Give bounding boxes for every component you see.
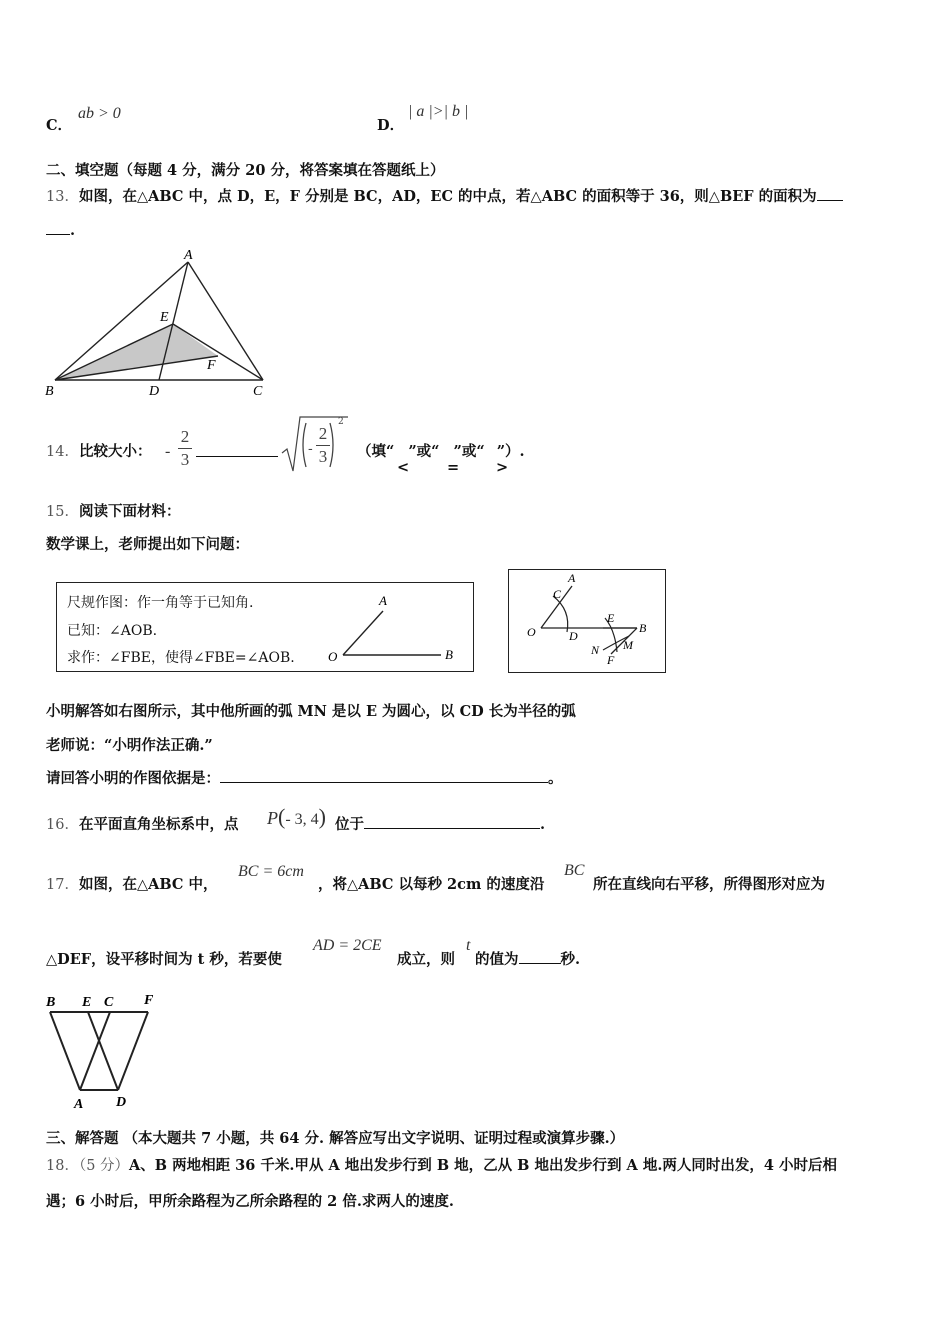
q14-sqrt-fraction bbox=[316, 425, 330, 466]
q13-line bbox=[46, 188, 843, 206]
option-d-expression: | a |>| b | bbox=[408, 103, 469, 120]
q15-text: 阅读下面材料： bbox=[78, 503, 181, 520]
q17-line-1-start bbox=[46, 876, 217, 894]
q13-label-d: D bbox=[149, 384, 160, 399]
q14-sqrt-numerator: 2 bbox=[318, 424, 328, 443]
q14-hint-or-1: ”或“ bbox=[408, 443, 440, 460]
q13-label-f: F bbox=[207, 358, 216, 373]
q14-symbol-greater: > bbox=[496, 459, 509, 476]
q14-sqrt-fraction-bar bbox=[316, 445, 330, 446]
q13-shaded-triangle-bef bbox=[55, 324, 218, 380]
q15-fig-label-b: B bbox=[639, 621, 647, 635]
q16-after-text: 位于 bbox=[335, 816, 364, 833]
q14-symbol-less: < bbox=[397, 459, 410, 476]
q15-answer-blank bbox=[220, 782, 548, 783]
q13-line2 bbox=[46, 222, 75, 239]
q17-text-3: 所在直线向右平移，所得图形对应为 bbox=[593, 876, 825, 893]
section-3-title: 三、解答题 （本大题共 7 小题，共 64 分. 解答应写出文字说明、证明过程或演算步骤.） bbox=[46, 1130, 625, 1147]
q17-translation-figure bbox=[44, 990, 174, 1110]
section-2-title: 二、填空题（每题 4 分，满分 20 分，将答案填在答题纸上） bbox=[46, 162, 445, 179]
q17-text-2: ，将△ABC 以每秒 2cm 的速度沿 bbox=[318, 876, 545, 893]
q14-hint-pre: （填“ bbox=[357, 443, 395, 460]
q15-box-label-a: A bbox=[379, 593, 387, 608]
q13-end: . bbox=[70, 222, 76, 239]
q17-side-ac bbox=[80, 1012, 110, 1090]
q18-score: （5 分） bbox=[78, 1158, 130, 1174]
q13-label-c: C bbox=[253, 384, 263, 399]
q17-text-6: 的值为 bbox=[475, 951, 519, 968]
q15-line-c-end: 。 bbox=[548, 770, 563, 787]
q17-label-b: B bbox=[46, 995, 56, 1010]
q14-line bbox=[46, 443, 151, 461]
q18-number: 18． bbox=[46, 1158, 79, 1174]
q13-number: 13． bbox=[46, 189, 79, 205]
q15-fig-label-c: C bbox=[553, 587, 562, 601]
q16-point bbox=[267, 804, 326, 830]
q14-left-paren bbox=[303, 423, 306, 467]
q17-number: 17． bbox=[46, 877, 79, 893]
q17-text-6-line bbox=[475, 951, 580, 968]
q13-label-e: E bbox=[160, 310, 169, 325]
q13-label-a: A bbox=[184, 248, 193, 263]
q14-number: 14． bbox=[46, 444, 79, 460]
q14-right-paren bbox=[330, 423, 333, 467]
q13-triangle-figure bbox=[40, 250, 280, 400]
q15-intro: 数学课上，老师提出如下问题： bbox=[46, 536, 249, 553]
q15-construction-figure bbox=[509, 570, 665, 672]
q15-problem-box bbox=[56, 582, 474, 672]
q15-number: 15． bbox=[46, 504, 79, 520]
q14-fraction-denominator: 3 bbox=[180, 450, 190, 469]
q16-line bbox=[46, 816, 238, 834]
q14-fraction-numerator: 2 bbox=[180, 427, 190, 446]
q14-fraction bbox=[178, 428, 192, 469]
q16-after bbox=[335, 816, 545, 833]
q17-text-4: △DEF，设平移时间为 t 秒，若要使 bbox=[46, 951, 282, 968]
q15-line-b: 老师说：“小明作法正确.” bbox=[46, 737, 213, 754]
q15-box-line-1: 尺规作图：作一角等于已知角. bbox=[67, 595, 254, 611]
q16-coordinates: - 3, 4 bbox=[285, 811, 319, 828]
q17-label-a: A bbox=[74, 1097, 84, 1112]
q15-fig-label-m: M bbox=[623, 638, 633, 652]
q16-answer-blank bbox=[364, 828, 540, 829]
q14-hint bbox=[357, 443, 525, 460]
q17-text-5: 成立，则 bbox=[397, 951, 455, 968]
q16-number: 16． bbox=[46, 817, 79, 833]
q17-expression-t: t bbox=[466, 937, 471, 954]
q14-text: 比较大小： bbox=[78, 443, 152, 460]
q17-label-d: D bbox=[116, 1095, 127, 1110]
q15-line bbox=[46, 503, 180, 521]
q17-label-f: F bbox=[144, 993, 154, 1008]
q17-label-c: C bbox=[104, 995, 114, 1010]
option-c-label: C． bbox=[46, 117, 73, 134]
q17-expression-bc-2: BC bbox=[564, 862, 585, 879]
q14-sqrt-minus: - bbox=[308, 441, 313, 457]
q15-box-label-b: B bbox=[445, 647, 453, 662]
q16-text: 在平面直角坐标系中，点 bbox=[78, 816, 239, 833]
q15-line-c bbox=[46, 770, 563, 787]
q15-solution-box bbox=[508, 569, 666, 673]
q16-end: . bbox=[540, 816, 546, 833]
q15-line-a: 小明解答如右图所示，其中他所画的弧 MN 是以 E 为圆心，以 CD 长为半径的弧 bbox=[46, 703, 576, 720]
q15-fig-label-d: D bbox=[569, 629, 578, 643]
q14-exponent: 2 bbox=[338, 417, 344, 427]
q15-ray-oa bbox=[343, 611, 383, 655]
q14-minus: - bbox=[165, 443, 171, 460]
q16-right-paren: ) bbox=[318, 804, 326, 829]
q14-symbol-equal: = bbox=[447, 459, 460, 476]
q15-fig-label-f: F bbox=[607, 653, 615, 667]
q16-point-name: P bbox=[267, 808, 278, 828]
q17-answer-blank bbox=[519, 963, 561, 964]
q13-label-b: B bbox=[45, 384, 54, 399]
q17-text-1: 如图，在△ABC 中， bbox=[78, 876, 218, 893]
q16-left-paren: ( bbox=[278, 804, 286, 829]
q17-label-e: E bbox=[82, 995, 92, 1010]
q17-expression-bc: BC = 6cm bbox=[238, 863, 304, 880]
q14-hint-post: ”）. bbox=[496, 443, 525, 460]
q13-answer-blank bbox=[817, 200, 843, 201]
q17-side-df bbox=[118, 1012, 148, 1090]
q15-box-line-2: 已知：∠AOB. bbox=[67, 623, 158, 639]
q13-answer-blank-2 bbox=[46, 234, 70, 235]
q14-fraction-bar bbox=[178, 448, 192, 449]
q18-line-1 bbox=[46, 1157, 837, 1175]
q18-line-2: 遇；6 小时后，甲所余路程为乙所余路程的 2 倍.求两人的速度. bbox=[46, 1193, 454, 1210]
q17-side-ed bbox=[88, 1012, 118, 1090]
q15-fig-label-o: O bbox=[527, 625, 536, 639]
q15-line-c-text: 请回答小明的作图依据是： bbox=[46, 770, 220, 787]
q15-fig-label-e: E bbox=[607, 611, 615, 625]
q17-expression-ad: AD = 2CE bbox=[313, 937, 382, 954]
q14-hint-or-2: ”或“ bbox=[453, 443, 485, 460]
q15-fig-label-n: N bbox=[591, 643, 600, 657]
q14-answer-blank bbox=[196, 456, 278, 457]
q15-fig-label-a: A bbox=[568, 571, 576, 585]
q13-side-ac bbox=[188, 262, 263, 380]
q15-box-label-o: O bbox=[328, 649, 338, 664]
q15-box-line-3: 求作：∠FBE，使得∠FBE=∠AOB. bbox=[67, 650, 295, 666]
q14-sqrt-denominator: 3 bbox=[318, 447, 328, 466]
q17-side-ba bbox=[50, 1012, 80, 1090]
q13-text: 如图，在△ABC 中，点 D，E，F 分别是 BC，AD，EC 的中点，若△ABC 的面积等于 36，则△BEF 的面积为 bbox=[78, 188, 817, 205]
option-c-expression: ab > 0 bbox=[78, 105, 121, 122]
option-d-label: D． bbox=[377, 117, 405, 134]
q15-angle-aob-figure bbox=[327, 589, 467, 669]
q17-text-7: 秒. bbox=[560, 951, 581, 968]
q18-text-1: A、B 两地相距 36 千米.甲从 A 地出发步行到 B 地，乙从 B 地出发步行到 A 地.两人同时出发，4 小时后相 bbox=[129, 1157, 838, 1174]
